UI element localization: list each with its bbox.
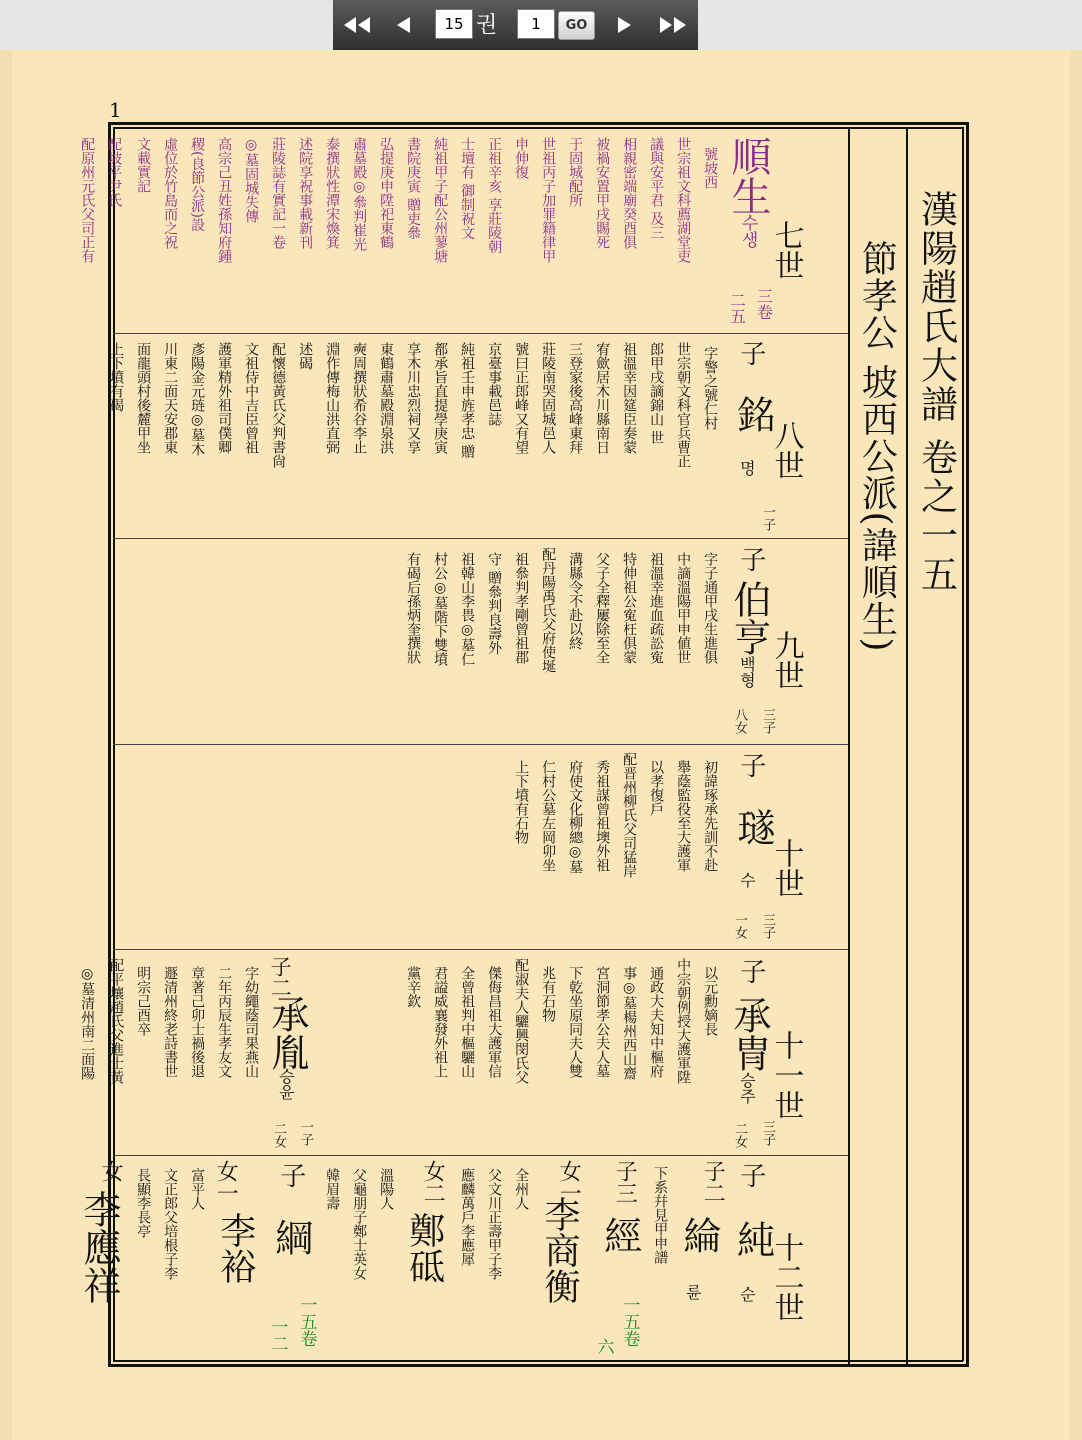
bio-line: 黨辛欽 [405, 966, 422, 1008]
child-marker: 子 [735, 1162, 766, 1188]
generation-label: 十一世 [768, 1030, 804, 1120]
bio-line: 遯清州終老詩書世 [162, 966, 179, 1078]
child-marker: 子 [735, 958, 766, 984]
daughter-count: 二女 [270, 1122, 286, 1148]
bio-line: 護軍精外祖司僕卿 [216, 342, 233, 454]
bio-line: 正祖辛亥 享莊陵朝 [486, 137, 503, 254]
bio-line: 中謫溫陽甲申値世 [675, 552, 692, 664]
bio-line: 全曾祖判中樞驪山 [459, 966, 476, 1078]
bio-line: 長顯李長亭 [135, 1168, 152, 1238]
cross-reference-page: 一二 [267, 1318, 288, 1352]
person-name: 鄭砥 [403, 1212, 445, 1284]
bio-line: 上下墳有碣 [108, 342, 125, 412]
person-name: 璲 [730, 808, 775, 846]
bio-line: 世宗祖文科薦湖堂吏 [675, 137, 692, 263]
bio-line: 莊陵誌有實記一卷 [270, 137, 287, 249]
bio-line: 韓眉壽 [324, 1168, 341, 1210]
bio-line: 議與安平君 及三 [648, 137, 665, 240]
cross-reference-volume: 一五卷 [619, 1296, 640, 1347]
bio-line: 中宗朝例授大護軍陞 [675, 958, 692, 1084]
bio-line: 弘提庚申陞祀東鶴 [378, 137, 395, 249]
bio-line: 章著己卯士禍後退 [189, 966, 206, 1078]
bio-line: 富平人 [189, 1168, 206, 1210]
person-name-hangul: 수생 [737, 214, 758, 248]
bio-line: 宮洞節孝公夫人墓 [594, 966, 611, 1078]
bio-line: 泰撰狀性潭宋煥箕 [324, 137, 341, 249]
spouse-line: 配坡平尹氏 [106, 137, 123, 207]
bio-line: 配懷德黃氏父判書尙 [270, 342, 287, 468]
birth-order: 一子 [297, 1120, 313, 1146]
bio-line: 守 贈叅判良壽外 [486, 552, 503, 655]
bio-line: ◎墓固城失傳 [243, 137, 260, 223]
bio-line: 以孝復戶 [648, 760, 665, 816]
person-name-hangul: 승윤 [276, 1068, 296, 1100]
child-marker: 子二 [268, 956, 293, 998]
double-right-arrow-icon [658, 15, 688, 35]
go-button[interactable]: GO [558, 11, 595, 40]
bio-line: 純祖甲子配公州蓼塘 [432, 137, 449, 263]
bio-line: 下乾坐原同夫人雙 [567, 966, 584, 1078]
pager-group [333, 0, 698, 50]
navigation-bar [0, 0, 1082, 51]
bio-line: 奭周撰狀希谷李止 [351, 342, 368, 454]
bio-line: 述院享祝事載新刊 [297, 137, 314, 249]
person-name: 承冑 [727, 996, 771, 1072]
daughter-count: 八女 [731, 708, 747, 734]
bio-line: 特伸祖公寃枉俱蒙 [621, 552, 638, 664]
bio-line: 京臺事載邑誌 [486, 342, 503, 426]
bio-line: 都承旨直提學庚寅 [432, 342, 449, 454]
bio-line: 仁村公墓左岡卯坐 [540, 760, 557, 872]
daughter-count: 一女 [731, 913, 747, 939]
right-arrow-icon [616, 15, 634, 35]
bio-line: 秀祖謀曾祖墺外祖 [594, 760, 611, 872]
person-name-hangul: 승주 [737, 1072, 757, 1104]
child-marker: 子 [735, 546, 766, 572]
bio-line: 字子通甲戌生進俱 [702, 552, 719, 664]
bio-line: 肅墓殿◎叅判崔光 [351, 137, 368, 251]
bio-line: 莊陵南哭固城邑人 [540, 342, 557, 454]
bio-line: 通政大夫知中樞府 [648, 966, 665, 1078]
bio-line: 傑侮昌祖大護軍信 [486, 966, 503, 1078]
generation-label: 十世 [768, 838, 804, 898]
bio-line: 于固城配所 [567, 137, 584, 207]
bio-line: 下系幷見甲申譜 [652, 1166, 669, 1264]
bio-line: 兆有石物 [540, 966, 557, 1022]
bio-line: 祖溫幸因筵臣奏蒙 [621, 342, 638, 454]
bio-line: 淵作傳梅山洪直弼 [324, 342, 341, 454]
bio-line: 父子全釋屢除至全 [594, 552, 611, 664]
bio-line: 村公◎墓階下雙墳 [432, 552, 449, 666]
bio-line: 文祖侍中吉臣曾祖 [243, 342, 260, 454]
volume-input[interactable] [435, 9, 473, 39]
last-page-button[interactable] [651, 0, 695, 50]
bio-line: 號坡西 [702, 147, 719, 189]
bio-line: 全州人 [513, 1168, 530, 1210]
bio-line: 字警之號仁村 [702, 346, 719, 430]
birth-order: 三子 [759, 913, 775, 939]
volume-code: 三卷 [754, 288, 774, 320]
bio-line: 相親密端廟癸酉俱 [621, 137, 638, 249]
person-name: 承胤 [265, 995, 309, 1071]
person-name: 伯亨 [727, 580, 771, 656]
left-arrow-icon [394, 15, 412, 35]
person-name: 綱 [268, 1218, 313, 1256]
double-left-arrow-icon [342, 15, 372, 35]
bio-line: 配淑夫人驪興閔氏父 [513, 958, 530, 1084]
bio-line: 被禍安置甲戌賜死 [594, 137, 611, 249]
bio-line: 川東二面天安郡東 [162, 342, 179, 454]
birth-order: 一子 [759, 505, 775, 531]
bio-line: 世祖丙子加罪籍律甲 [540, 137, 557, 263]
generation-label: 八世 [768, 420, 804, 480]
bio-line: 配丹陽禹氏父府使埏 [540, 547, 557, 673]
person-name: 純 [730, 1220, 775, 1258]
daughter-marker: 女一 [556, 1160, 582, 1204]
bio-line: 字幼繩蔭司果燕山 [243, 966, 260, 1078]
birth-order: 三子 [759, 708, 775, 734]
bio-line: 君謚威襄發外祖上 [432, 966, 449, 1078]
person-name-hangul: 순 [737, 1286, 757, 1302]
person-name: 李應祥 [77, 1190, 121, 1304]
bio-line: 宥歛居木川縣南日 [594, 342, 611, 454]
bio-line: 士壇有 御制祝文 [459, 137, 476, 240]
bio-line: ◎墓清州南二面陽 [79, 966, 96, 1080]
daughter-count: 二女 [731, 1122, 747, 1148]
child-marker: 子二 [700, 1160, 726, 1204]
child-marker: 子三 [612, 1160, 638, 1204]
bio-line: 初諱琢承先訓不赴 [702, 760, 719, 872]
spouse-line: 配原州元氏父司正有 [79, 137, 96, 263]
prev-page-button[interactable] [381, 0, 425, 50]
bio-line: 三登家後高峰東拜 [567, 342, 584, 454]
bio-line: 祖韓山李畏◎墓仁 [459, 552, 476, 666]
bio-line: 郎甲戌謫錦山 世 [648, 342, 665, 445]
generation-label: 十二世 [768, 1232, 804, 1322]
person-name: 經 [597, 1216, 642, 1254]
volume-unit-label: 권 [476, 13, 498, 38]
book-title: 漢陽趙氏大譜 卷之一五 [914, 190, 958, 594]
bio-line: 號曰正郎峰又有望 [513, 342, 530, 454]
bio-line: 文載實記 [135, 137, 152, 193]
bio-line: 純祖壬申旌孝忠 贈 [459, 342, 476, 459]
person-name: 李商衡 [539, 1196, 580, 1304]
bio-line: 府使文化柳總◎墓 [567, 760, 584, 874]
person-name: 李裕 [214, 1212, 256, 1284]
generation-label: 九世 [768, 630, 804, 690]
page-input[interactable] [517, 9, 555, 39]
next-page-button[interactable] [603, 0, 647, 50]
bio-line: 明宗己酉卒 [135, 966, 152, 1036]
bio-line: 祖溫幸進血疏訟寃 [648, 552, 665, 664]
branch-title: 節孝公 坡西公派(諱順生) [856, 240, 898, 653]
page-code: 二五 [727, 292, 747, 324]
person-name-hangul: 명 [737, 460, 757, 476]
bio-line: 溝縣令不赴以終 [567, 552, 584, 650]
bio-line: 稷(良節公派)設 [189, 137, 206, 232]
person-name-hangul: 백형 [737, 656, 757, 688]
child-marker: 子 [275, 1162, 306, 1188]
bio-line: 面龍頭村後麓甲坐 [135, 342, 152, 454]
child-marker: 子 [735, 752, 766, 778]
bio-line: 父龜朋子鄭士英女 [351, 1168, 368, 1280]
first-page-button[interactable] [335, 0, 379, 50]
bio-line: 以元勳嫡長 [702, 966, 719, 1036]
bio-line: 上下墳有石物 [513, 760, 530, 844]
bio-line: 舉蔭監役至大護軍 [675, 760, 692, 872]
person-name: 銘 [730, 395, 775, 433]
bio-line: 享木川忠烈祠又享 [405, 342, 422, 454]
person-name-hangul: 륜 [683, 1284, 703, 1300]
bio-line: 溫陽人 [378, 1168, 395, 1210]
bio-line: 二年丙辰生孝友文 [216, 966, 233, 1078]
bio-line: 申伸復 [513, 137, 530, 179]
child-marker: 子 [735, 340, 766, 366]
person-name-hangul: 수 [737, 872, 757, 888]
page-number: 1 [109, 98, 122, 122]
bio-line: 述碣 [297, 342, 314, 370]
bio-line: 祖叅判孝剛曾祖郡 [513, 552, 530, 664]
bio-line: 應麟萬戶李應犀 [459, 1168, 476, 1266]
generation-label: 七世 [768, 220, 804, 280]
spouse-line: 配平壤趙氏父進士黃 [108, 958, 125, 1084]
bio-line: 虛位於竹島而之祝 [162, 137, 179, 249]
bio-line: 有碣后孫炳奎撰狀 [405, 552, 422, 664]
bio-line: 書院庚寅 贈吏叅 [405, 137, 422, 240]
person-name: 綸 [676, 1216, 721, 1254]
person-name: 順生 [725, 136, 771, 216]
bio-line: 世宗朝文科官兵曹正 [675, 342, 692, 468]
cross-reference-page: 六 [593, 1338, 614, 1355]
bio-line: 高宗己丑姓孫知府鍾 [216, 137, 233, 263]
daughter-marker: 女一 [213, 1160, 239, 1204]
bio-line: 配晋州柳氏父司猛岸 [621, 752, 638, 878]
daughter-marker: 女二 [420, 1160, 446, 1204]
birth-order: 三子 [759, 1120, 775, 1146]
bio-line: 彥陽金元琏◎墓木 [189, 342, 206, 456]
bio-line: 東鶴肅墓殿淵泉洪 [378, 342, 395, 454]
bio-line: 父文川正壽甲子李 [486, 1168, 503, 1280]
bio-line: 文正郎父培根子李 [162, 1168, 179, 1280]
bio-line: 事◎墓楊州西山齋 [621, 966, 638, 1080]
daughter-marker: 女 [98, 1160, 124, 1182]
cross-reference-volume: 一五卷 [296, 1296, 317, 1347]
